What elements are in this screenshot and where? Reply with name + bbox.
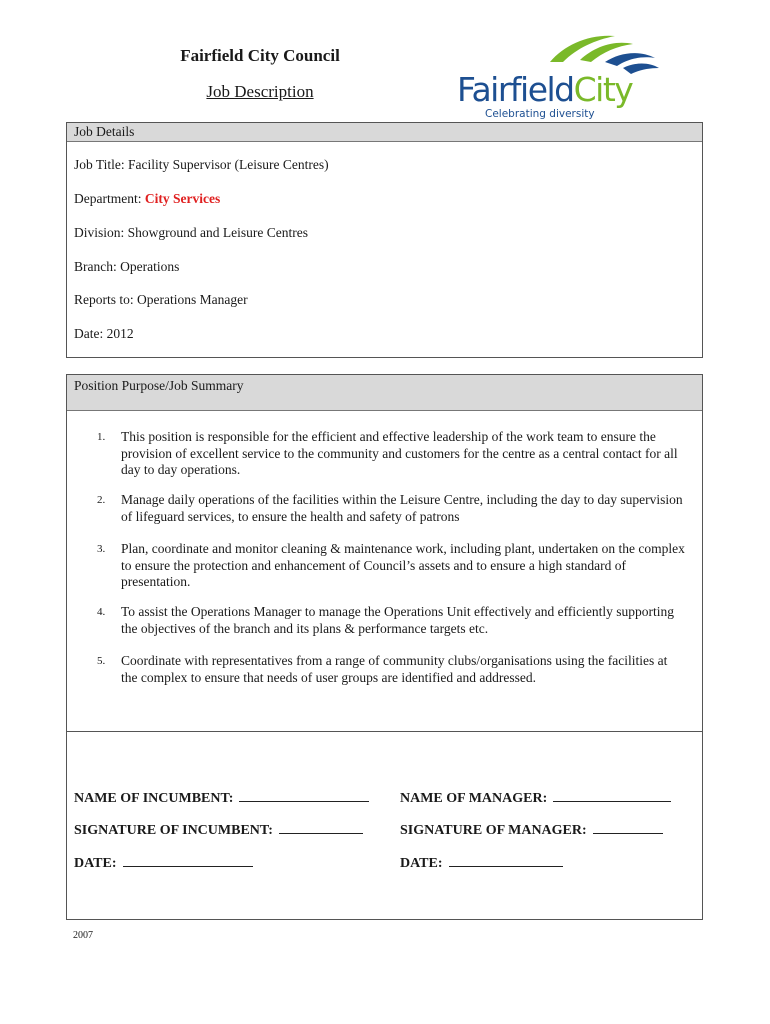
list-item: 4. To assist the Operations Manager to manage the Operations Unit effectively and efficiently supporting the objectives of the branch and its plans & performance targets etc. xyxy=(97,604,675,636)
division: Division: Showground and Leisure Centres xyxy=(74,225,308,240)
job-summary-section xyxy=(66,374,703,732)
date-manager: DATE: xyxy=(400,853,563,872)
date: Date: 2012 xyxy=(74,326,134,341)
council-title: Fairfield City Council xyxy=(180,46,340,65)
signoff-section xyxy=(66,732,703,920)
name-of-manager: NAME OF MANAGER: xyxy=(400,788,671,807)
date-incumbent: DATE: xyxy=(74,853,253,872)
document-title: Job Description xyxy=(206,82,314,101)
job-summary-heading: Position Purpose/Job Summary xyxy=(67,375,702,411)
name-manager-line[interactable] xyxy=(553,788,671,802)
branch: Branch: Operations xyxy=(74,259,180,274)
footer-year: 2007 xyxy=(73,930,93,941)
date-incumbent-line[interactable] xyxy=(123,853,253,867)
logo-tagline: Celebrating diversity xyxy=(485,108,595,120)
name-incumbent-line[interactable] xyxy=(239,788,369,802)
list-item: 2. Manage daily operations of the facilities within the Leisure Centre, including the day to day supervision of lifeguard services, to ensure the health and safety of patrons xyxy=(97,492,683,524)
signature-incumbent-line[interactable] xyxy=(279,820,363,834)
reports-to: Reports to: Operations Manager xyxy=(74,292,248,307)
fairfield-city-logo xyxy=(455,32,665,124)
job-details-section xyxy=(66,122,703,358)
logo-wordmark: FairfieldCity xyxy=(457,70,633,109)
department-value: City Services xyxy=(144,191,221,206)
list-item: 5. Coordinate with representatives from a range of community clubs/organisations using the facilities at the complex to ensure that needs of user groups are identified and addressed. xyxy=(97,653,668,685)
job-title: Job Title: Facility Supervisor (Leisure Centres) xyxy=(74,157,329,172)
job-details-heading: Job Details xyxy=(67,123,702,142)
list-item: 1. This position is responsible for the efficient and effective leadership of the work team to ensure the provision of excellent service to the community and customers for the centre as a central contact for all day to day operations. xyxy=(97,429,678,477)
signature-manager-line[interactable] xyxy=(593,820,663,834)
signature-of-incumbent: SIGNATURE OF INCUMBENT: xyxy=(74,820,363,839)
department: Department: City Services xyxy=(74,191,221,206)
date-manager-line[interactable] xyxy=(449,853,563,867)
signature-of-manager: SIGNATURE OF MANAGER: xyxy=(400,820,663,839)
name-of-incumbent: NAME OF INCUMBENT: xyxy=(74,788,369,807)
list-item: 3. Plan, coordinate and monitor cleaning & maintenance work, including plant, undertaken on the complex to ensure the protection and enhancement of Council’s assets and to ensure a high standard of presentation. xyxy=(97,541,685,589)
